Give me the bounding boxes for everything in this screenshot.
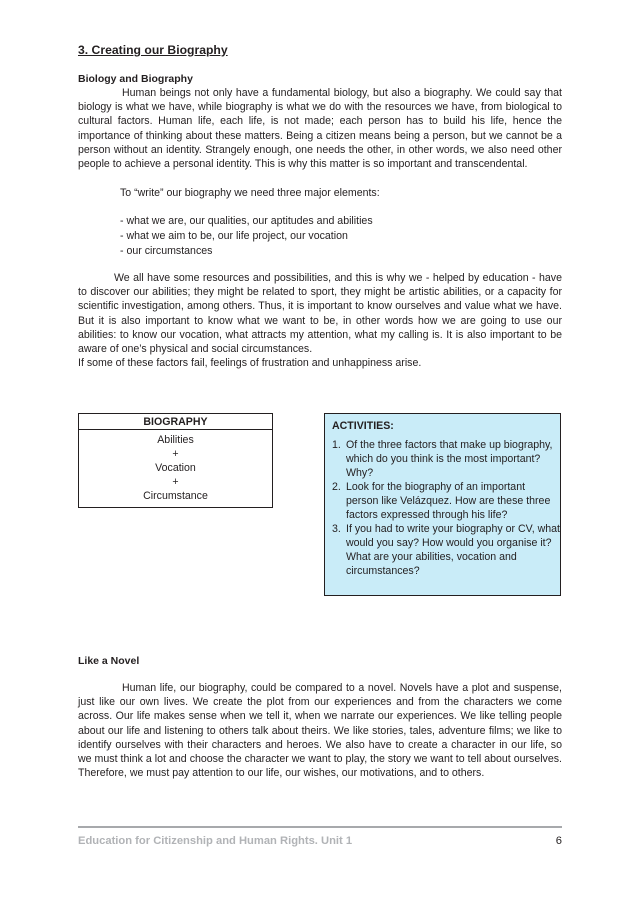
activity-number: 3. — [332, 523, 341, 535]
activity-text: If you had to write your biography or CV, what would you say? How would you organise it? What are your abilities, vocation and circumstances? — [346, 523, 560, 577]
biography-line: + — [172, 448, 179, 460]
subheading-biology-and-biography: Biology and Biography — [78, 73, 193, 85]
activities-box — [324, 413, 561, 596]
paragraph-resources — [78, 271, 562, 356]
paragraph-biology — [78, 86, 562, 171]
list-item: - what we aim to be, our life project, our vocation — [120, 230, 348, 242]
activities-title: ACTIVITIES: — [332, 420, 394, 432]
footer-rule — [78, 826, 562, 828]
footer-title: Education for Citizenship and Human Rights. Unit 1 — [78, 835, 353, 847]
activity-item — [332, 480, 560, 522]
activity-item — [332, 522, 560, 578]
list-item: - our circumstances — [120, 245, 213, 257]
biography-box-body — [79, 430, 272, 507]
biography-box-title: BIOGRAPHY — [79, 414, 272, 430]
paragraph-frustration: If some of these factors fail, feelings of frustration and unhappiness arise. — [78, 357, 422, 369]
paragraph-biology-text: Human beings not only have a fundamental biology, but also a biography. We could say that biology is what we have, while biography is what we do with the resources we have, from biological to cultural factors. Human life, each life, is not made; each person has to build his life, hence the importance of thinking about these matters. Being a citizen means being a person, but we cannot be a person without an identity. Strangely enough, one needs the other, in other words, we also need other people to achieve a personal identity. This is why this matter is so important and transcendental. — [78, 87, 562, 171]
activity-number: 1. — [332, 439, 341, 451]
elements-intro: To “write” our biography we need three major elements: — [120, 187, 380, 199]
list-item: - what we are, our qualities, our aptitudes and abilities — [120, 215, 373, 227]
activity-number: 2. — [332, 481, 341, 493]
biography-box — [78, 413, 273, 508]
activity-text: Of the three factors that make up biography, which do you think is the most important? Why? — [346, 439, 553, 479]
section-title: 3. Creating our Biography — [78, 43, 228, 57]
page — [78, 0, 562, 903]
activity-item — [332, 438, 560, 480]
paragraph-novel — [78, 681, 562, 780]
biography-line: Abilities — [157, 434, 194, 446]
subheading-like-a-novel: Like a Novel — [78, 655, 140, 667]
page-number: 6 — [555, 835, 562, 847]
biography-line: Circumstance — [143, 490, 208, 502]
activity-text: Look for the biography of an important person like Velázquez. How are these three factors expressed through his life? — [346, 481, 551, 521]
biography-line: + — [172, 476, 179, 488]
biography-line: Vocation — [155, 462, 196, 474]
paragraph-resources-text: We all have some resources and possibilities, and this is why we - helped by education - have to discover our abilities; they might be related to sport, they might be artistic abilities, or a capacity for scientific investigation, among others. Thus, it is important to know ourselves and value what we have. But it is also important to know what we want to be, in other words how we are going to use our abilities: to know our vocation, what attracts my attention, what my calling is. It is also important to be aware of one’s physical and social circumstances. — [78, 272, 562, 356]
paragraph-novel-text: Human life, our biography, could be compared to a novel. Novels have a plot and suspense, just like our own lives. We create the plot from our experiences and from the characters we come across. Our life makes sense when we tell it, when we narrate our experiences. We like telling people about our life and listening to others talk about theirs. We like stories, tales, adventure films; we like to identify ourselves with their characters and heroes. We also have to create a character in our life, so we must think a lot and choose the character we want to play, the story we want to tell about ourselves. Therefore, we must pay attention to our life, our wishes, our motivations, and to others. — [78, 682, 562, 780]
